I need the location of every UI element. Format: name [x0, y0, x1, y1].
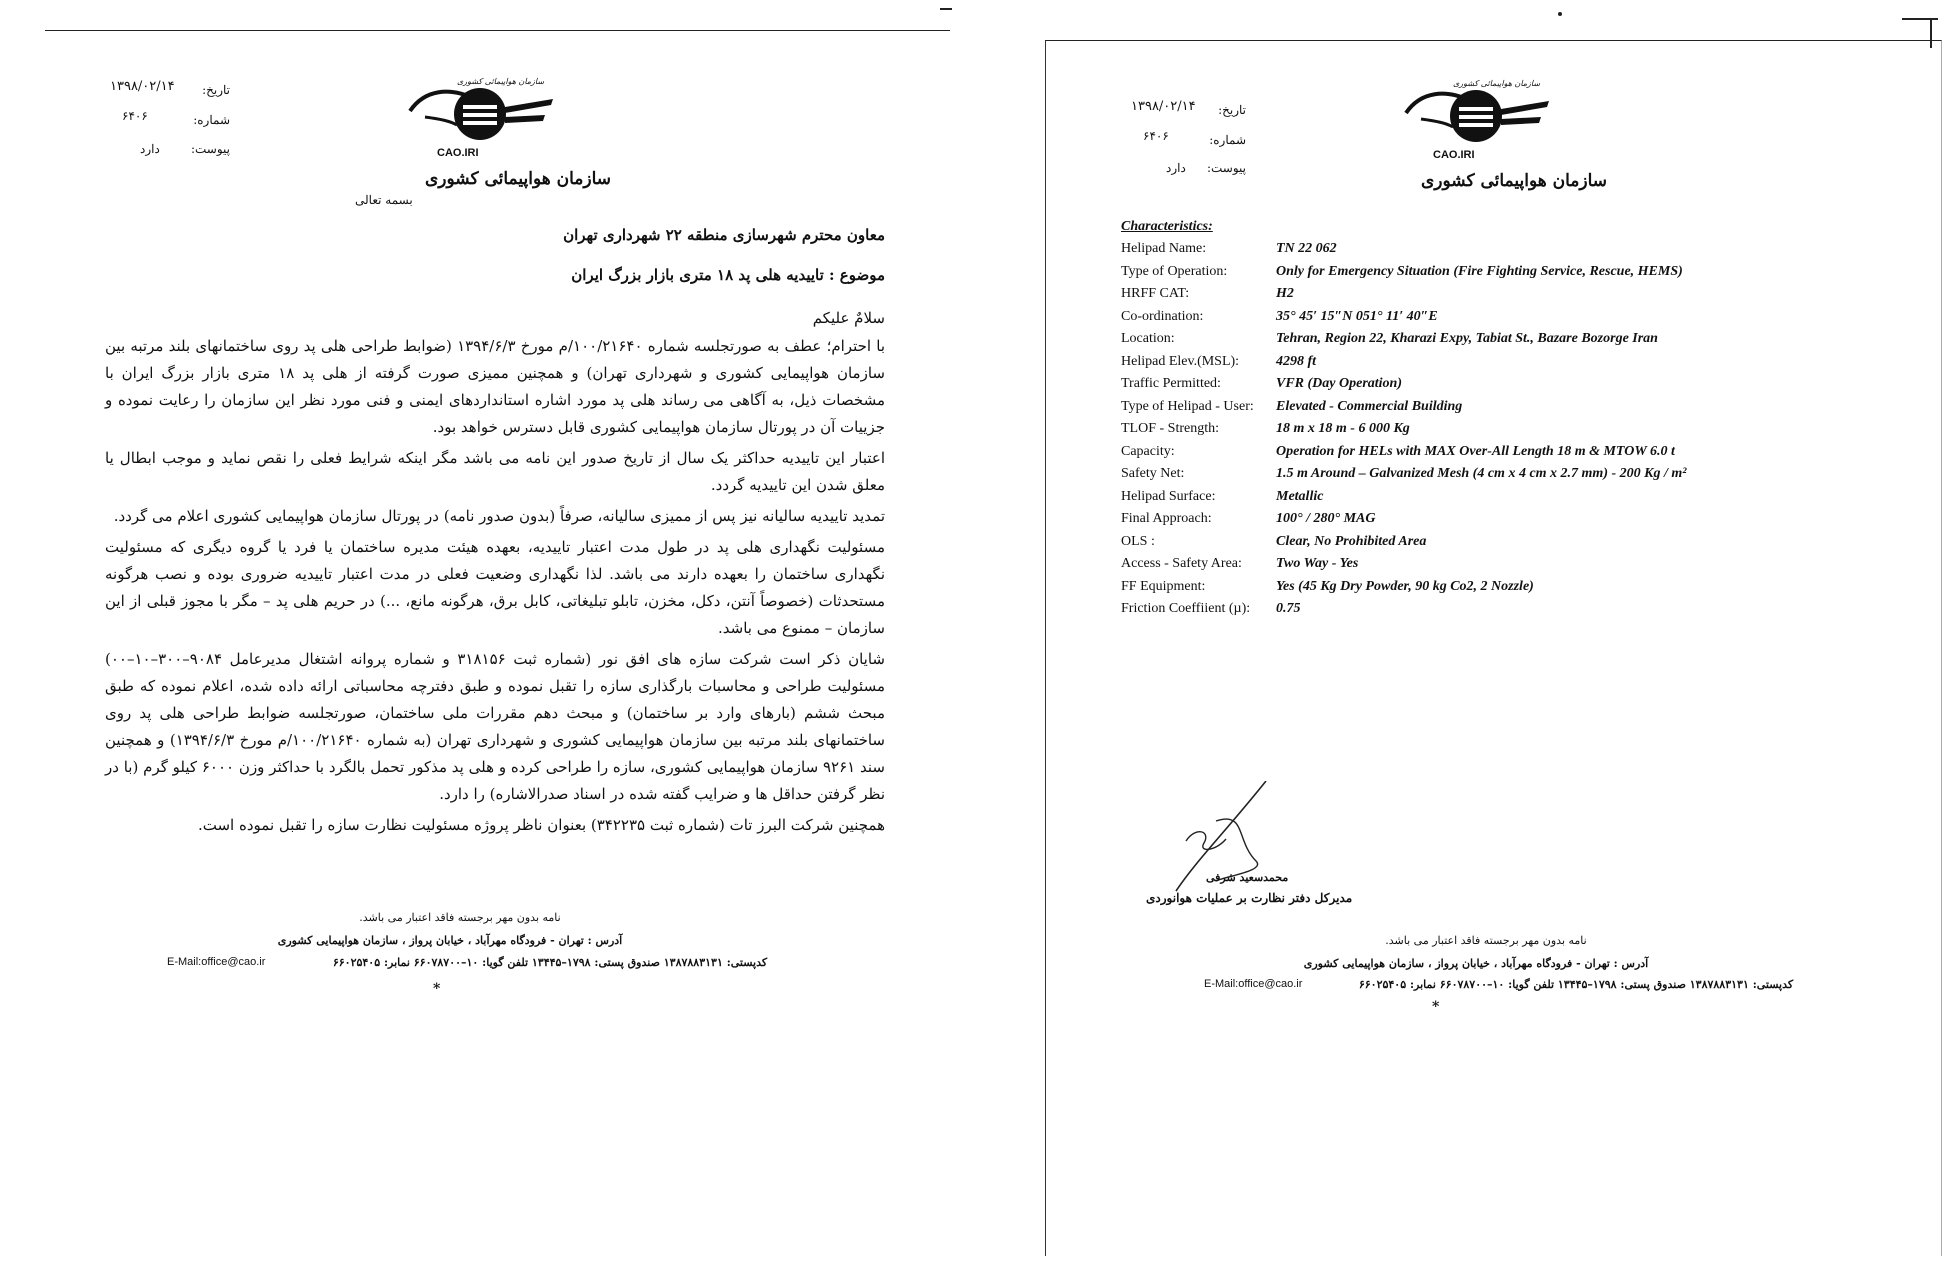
letter-page-left [45, 30, 950, 1256]
char-label: FF Equipment: [1121, 578, 1206, 594]
char-value: 100° / 280° MAG [1276, 511, 1376, 526]
char-value: Yes (45 Kg Dry Powder, 90 kg Co2, 2 Nozzle) [1276, 578, 1534, 594]
footer-email: E-Mail:office@cao.ir [167, 956, 266, 968]
char-value: Clear, No Prohibited Area [1276, 533, 1427, 549]
scan-mark [940, 8, 952, 10]
letter-page-right [1045, 40, 1942, 1256]
scan-mark [1930, 18, 1932, 48]
body-paragraph-2: اعتبار این تاییدیه حداکثر یک سال از تاریخ صدور این نامه می باشد مگر اینکه شرایط فعلی را نقص نماید و موجب ابطال یا معلق شدن این تاییدیه گردد. [105, 449, 885, 494]
char-label: Type of Helipad - User: [1121, 398, 1254, 414]
char-label: Capacity: [1121, 443, 1175, 459]
char-value: H2 [1276, 286, 1294, 301]
char-label: HRFF CAT: [1121, 286, 1190, 301]
char-label: Helipad Surface: [1121, 488, 1216, 504]
body-paragraph-1: با احترام؛ عطف به صورتجلسه شماره ۱۰۰/۲۱۶۴۰/م مورخ ۱۳۹۴/۶/۳ (ضوابط طراحی هلی پد روی ساختمانهای بلند مرتبه بین سازمان هواپیمایی کشوری و شهرداری تهران) و همچنین ممیزی صورت گرفته از هلی پد ۱۸ متری بازار بزرگ ایران با مشخصات ذیل، به آگاهی می رساند هلی پد مورد اشاره استانداردهای ایمنی و فنی مورد نظر این سازمان را رعایت نموده و جزییات آن در پورتال سازمان هواپیمایی کشوری قابل دسترس خواهد بود. [105, 337, 886, 436]
char-label: Helipad Name: [1121, 241, 1207, 256]
char-row [1121, 598, 1881, 621]
char-label: Type of Operation: [1121, 263, 1228, 279]
logo-top-text: سازمان هواپیمائی کشوری [1453, 79, 1541, 88]
char-row [1121, 553, 1881, 576]
org-name: سازمان هواپیمائی کشوری [425, 169, 612, 189]
date-label: تاریخ: [202, 83, 230, 97]
basmala: بسمه تعالی [355, 193, 413, 207]
char-row [1121, 441, 1881, 464]
body-paragraph-5: شایان ذکر است شرکت سازه های افق نور (شماره ثبت ۳۱۸۱۵۶ و شماره پروانه اشتغال مدیرعامل ۹۰۸۴–۳۰۰–۱۰–۰۰) مسئولیت طراحی و محاسبات بارگذاری سازه را تقبل نموده و طبق دفترچه محاسباتی ارائه داده شده، اعلام نموده که طبق مبحث ششم (بارهای وارد بر ساختمان) و مبحث دهم مقررات ملی ساختمان، صورتجلسه ضوابط طراحی هلی پد روی ساختمانهای بلند مرتبه بین سازمان هواپیمایی کشوری و شهرداری تهران (به شماره ۱۰۰/۲۱۶۴۰/م مورخ ۱۳۹۴/۶/۳) و همچنین سند ۹۲۶۱ سازمان هواپیمایی کشوری، سازه را طراحی کرده و هلی پد مذکور تحمل بالگرد با حداکثر وزن ۶۰۰۰ کیلو گرم (با در نظر گرفتن حداقل ها و ضرایب گفته شده در اسناد صدرالاشاره) را دارد. [105, 650, 885, 803]
number-value: ۶۴۰۶ [1143, 129, 1169, 143]
number-label: شماره: [1209, 133, 1246, 147]
cao-logo [405, 69, 612, 199]
char-value: Only for Emergency Situation (Fire Fighting Service, Rescue, HEMS) [1276, 263, 1683, 279]
char-label: OLS : [1121, 533, 1155, 549]
char-row [1121, 238, 1881, 261]
char-row [1121, 418, 1881, 441]
footer-address: آدرس : تهران - فرودگاه مهرآباد ، خیابان پرواز ، سازمان هواپیمایی کشوری [277, 934, 623, 947]
body-paragraph-4: مسئولیت نگهداری هلی پد در طول مدت اعتبار تاییدیه، بعهده هیئت مدیره ساختمان یا فرد یا گروه دیگری که مسئولیت نگهداری ساختمان را بعهده دارند می باشد. لذا نگهداری وضعیت فعلی در مدت اعتبار تاییدیه ضروری بوده و نصب هرگونه مستحدثات (خصوصاً آنتن، دکل، مخزن، تابلو تبلیغاتی، کابل برق، هرگونه مانع، ...) در حریم هلی پد – مگر با مجوز قبلی از این سازمان – ممنوع می باشد. [105, 538, 885, 637]
body-paragraph-3: تمدید تاییدیه سالیانه نیز پس از ممیزی سالیانه، صرفاً (بدون صدور نامه) در پورتال سازمان هواپیمایی کشوری اعلام می گردد. [113, 507, 885, 525]
char-value: Operation for HELs with MAX Over-All Length 18 m & MTOW 6.0 t [1276, 443, 1675, 459]
scan-mark [1902, 18, 1938, 20]
char-value: 35° 45′ 15″N 051° 11′ 40″E [1276, 308, 1438, 324]
footer-contact: کدپستی: ۱۳۸۷۸۸۳۱۳۱ صندوق پستی: ۱۷۹۸–۱۳۴۴۵ تلفن گویا: ۱۰–۶۶۰۷۸۷۰۰ نمابر: ۶۶۰۲۵۴۰۵ [1358, 978, 1794, 991]
char-row [1121, 463, 1881, 486]
char-value: Metallic [1276, 488, 1324, 504]
char-label: Traffic Permitted: [1121, 376, 1221, 391]
signatory-name: محمدسعید شرفی [1206, 871, 1289, 884]
char-value: 1.5 m Around – Galvanized Mesh (4 cm x 4 cm x 2.7 mm) - 200 Kg / m² [1276, 466, 1687, 481]
footer-address: آدرس : تهران - فرودگاه مهرآباد ، خیابان پرواز ، سازمان هواپیمایی کشوری [1303, 957, 1649, 970]
char-row [1121, 351, 1881, 374]
char-label: Safety Net: [1121, 466, 1185, 481]
char-value: 0.75 [1276, 601, 1301, 616]
number-value: ۶۴۰۶ [122, 109, 148, 123]
char-row [1121, 486, 1881, 509]
body-paragraph-6: همچنین شرکت البرز تات (شماره ثبت ۳۴۲۲۳۵) بعنوان ناظر پروژه مسئولیت نظارت سازه را تقبل نموده است. [197, 816, 885, 834]
scan-dot [1558, 12, 1562, 16]
char-label: TLOF - Strength: [1121, 421, 1219, 436]
char-value: 4298 ft [1276, 353, 1317, 369]
letter-body [105, 333, 885, 843]
char-row [1121, 396, 1881, 419]
char-row [1121, 283, 1881, 306]
char-row [1121, 531, 1881, 554]
char-value: VFR (Day Operation) [1276, 376, 1402, 391]
char-row [1121, 328, 1881, 351]
char-row [1121, 576, 1881, 599]
char-row [1121, 373, 1881, 396]
char-row [1121, 306, 1881, 329]
signatory-title: مدیرکل دفتر نظارت بر عملیات هوانوردی [1146, 891, 1353, 905]
char-row [1121, 261, 1881, 284]
logo-top-text: سازمان هواپیمائی کشوری [457, 77, 545, 86]
greeting: سلامٌ علیکم [812, 309, 885, 327]
footer-stamp-note: نامه بدون مهر برجسته فاقد اعتبار می باشد. [359, 911, 561, 924]
char-value: Elevated - Commercial Building [1276, 398, 1463, 414]
char-label: Location: [1121, 331, 1175, 346]
characteristics-table [1121, 238, 1881, 621]
date-label: تاریخ: [1218, 103, 1246, 117]
char-value: 18 m x 18 m - 6 000 Kg [1276, 421, 1410, 436]
footer-stamp-note: نامه بدون مهر برجسته فاقد اعتبار می باشد. [1385, 934, 1587, 947]
recipient: معاون محترم شهرسازی منطقه ۲۲ شهرداری تهران [563, 226, 885, 244]
char-row [1121, 508, 1881, 531]
attachment-label: پیوست: [190, 142, 230, 156]
char-label: Access - Safety Area: [1121, 556, 1242, 571]
attachment-value: دارد [140, 142, 160, 156]
char-label: Co-ordination: [1121, 308, 1204, 324]
date-value: ۱۳۹۸/۰۲/۱۴ [1131, 99, 1196, 114]
char-label: Friction Coeffiient (µ): [1121, 601, 1251, 616]
page-mark-icon: * [1432, 999, 1440, 1015]
logo-text: CAO.IRI [1433, 149, 1475, 161]
cao-logo [1401, 71, 1608, 201]
footer-contact: کدپستی: ۱۳۸۷۸۸۳۱۳۱ صندوق پستی: ۱۷۹۸–۱۳۴۴۵ تلفن گویا: ۱۰–۶۶۰۷۸۷۰۰ نمابر: ۶۶۰۲۵۴۰۵ [332, 956, 768, 969]
attachment-label: پیوست: [1206, 161, 1246, 175]
subject: موضوع : تاییدیه هلی پد ۱۸ متری بازار بزرگ ایران [571, 266, 885, 284]
char-value: Tehran, Region 22, Kharazi Expy, Tabiat St., Bazare Bozorge Iran [1276, 331, 1658, 346]
number-label: شماره: [193, 113, 230, 127]
footer-email: E-Mail:office@cao.ir [1204, 978, 1303, 990]
org-name: سازمان هواپیمائی کشوری [1421, 171, 1608, 191]
date-value: ۱۳۹۸/۰۲/۱۴ [110, 79, 175, 94]
char-label: Helipad Elev.(MSL): [1121, 353, 1240, 369]
characteristics-title: Characteristics: [1121, 219, 1213, 234]
char-label: Final Approach: [1121, 511, 1212, 526]
char-value: TN 22 062 [1276, 241, 1337, 256]
page-mark-icon: * [433, 981, 441, 997]
logo-text: CAO.IRI [437, 147, 479, 159]
attachment-value: دارد [1166, 161, 1186, 175]
char-value: Two Way - Yes [1276, 556, 1359, 571]
